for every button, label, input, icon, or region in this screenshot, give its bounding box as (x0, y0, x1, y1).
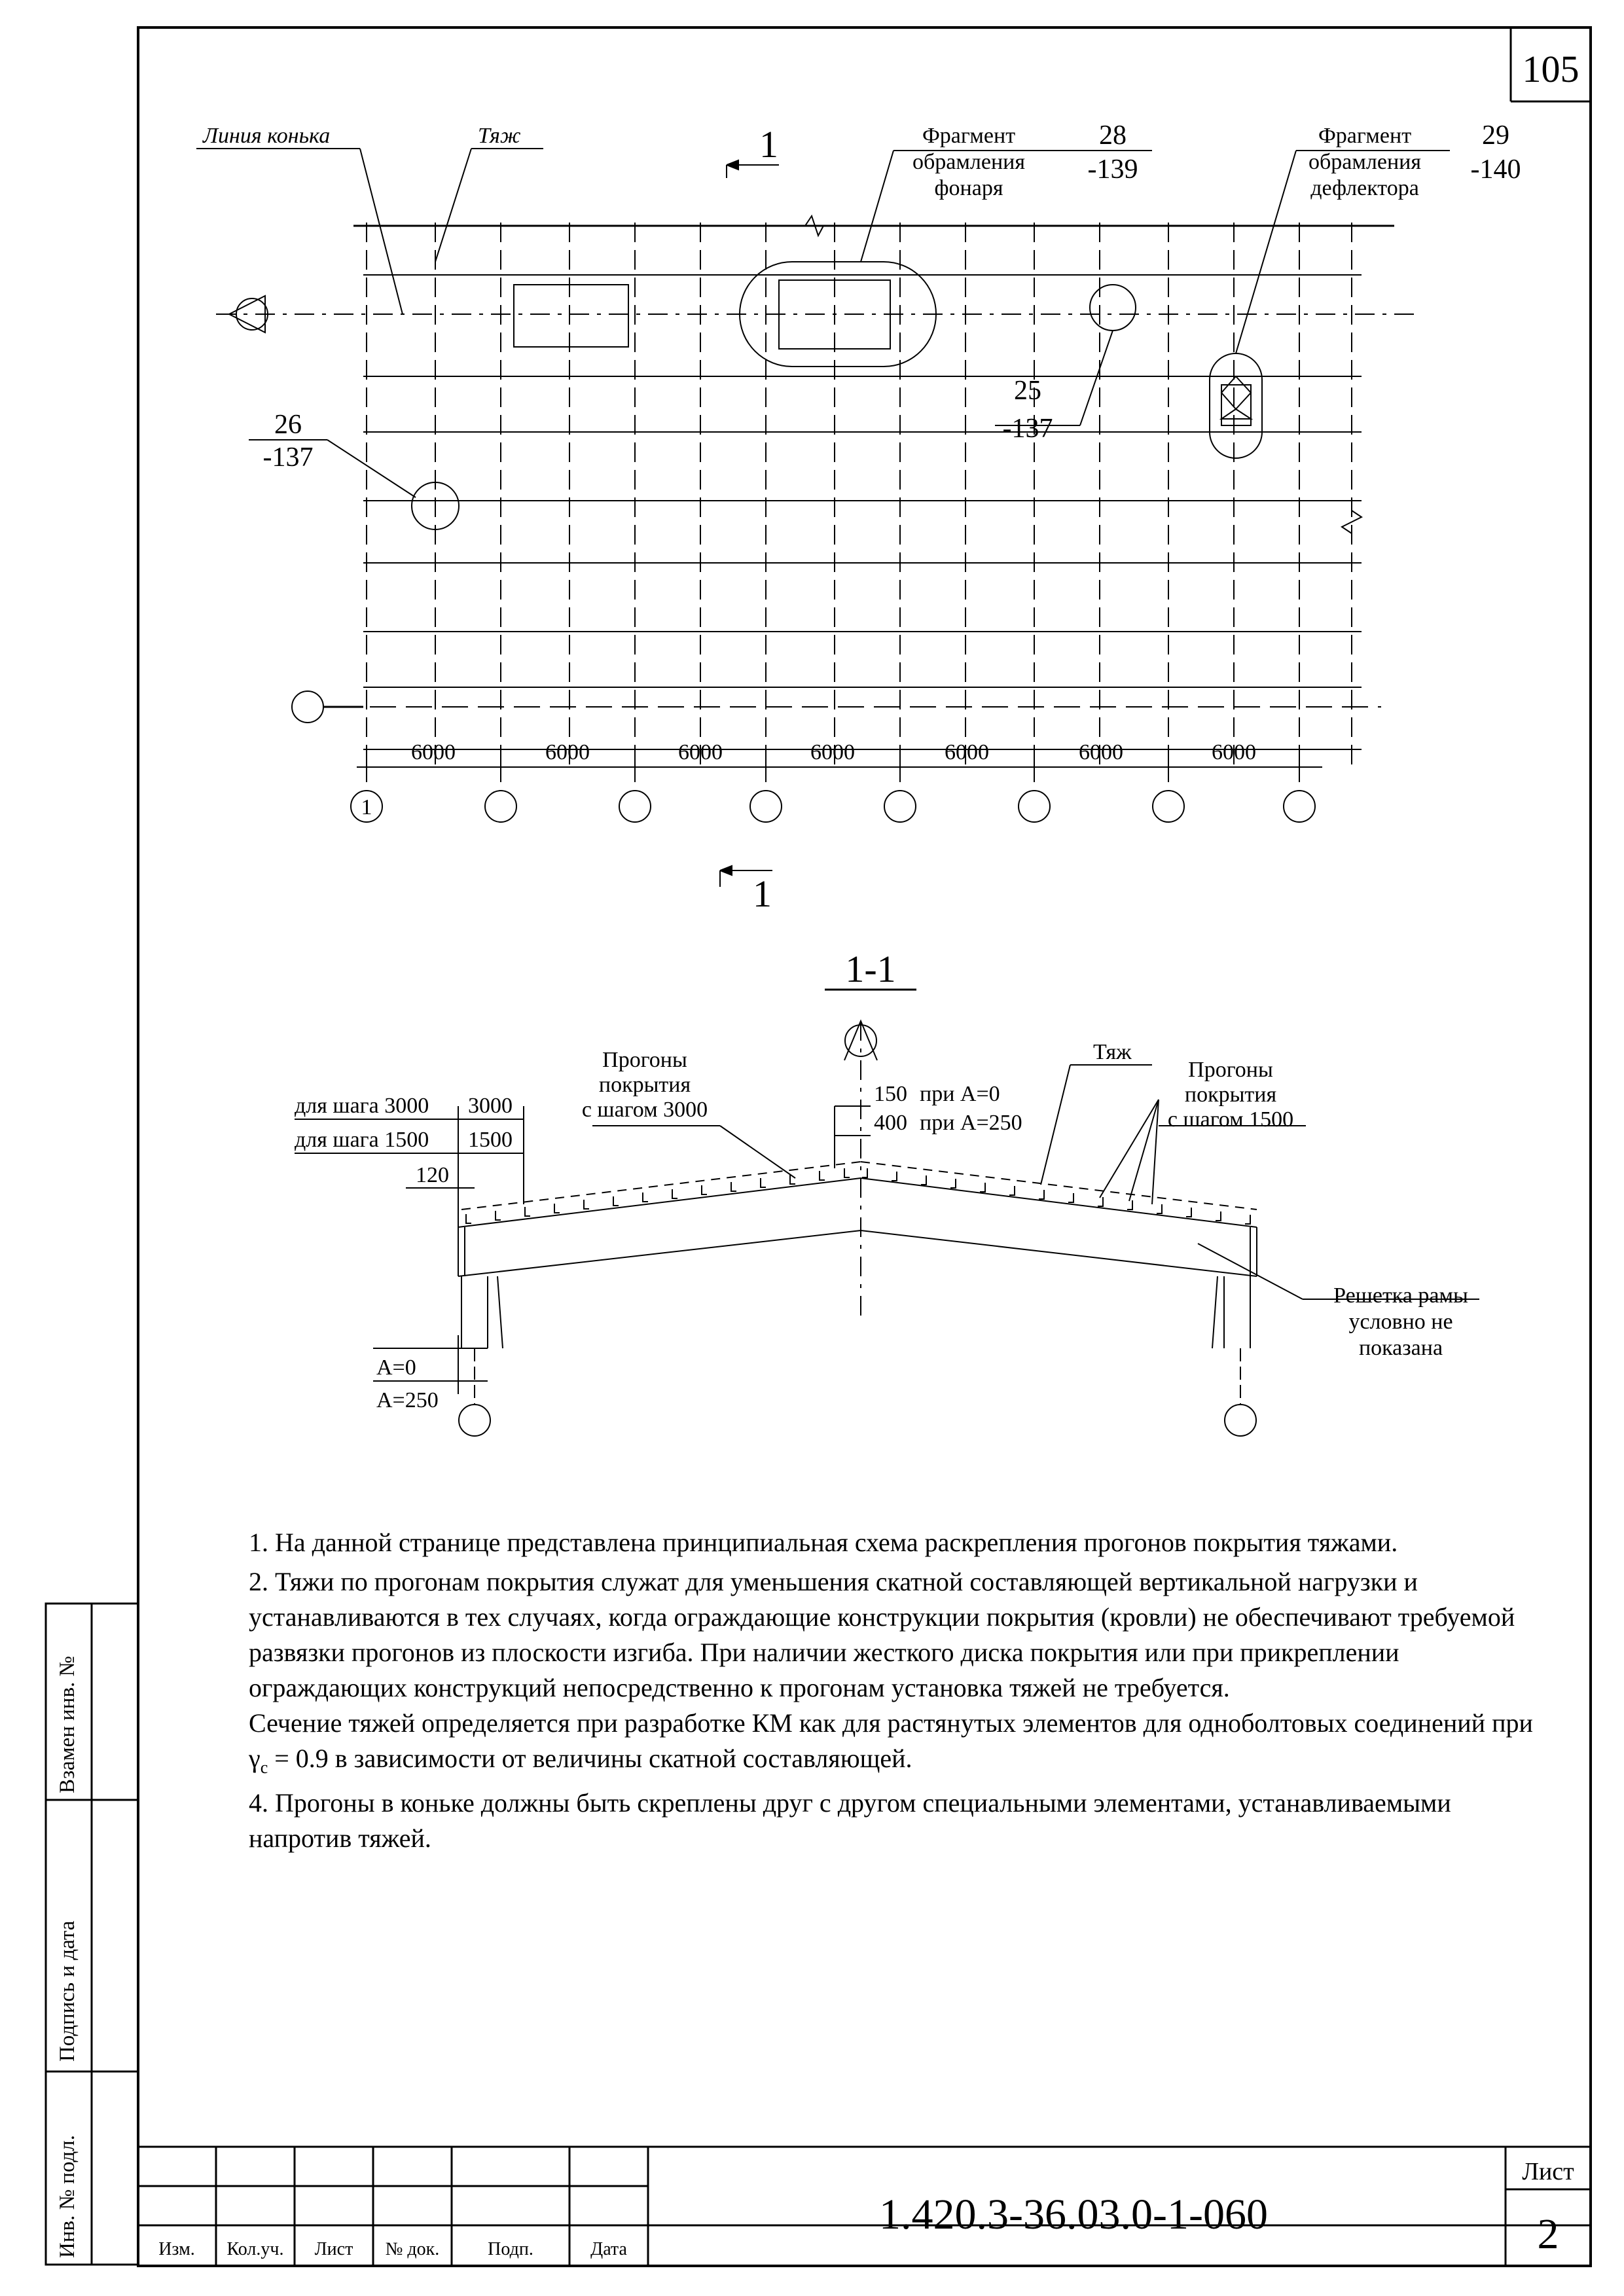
tie-label-plan: Тяж (478, 124, 521, 148)
lantern-fragment-3: фонаря (934, 176, 1003, 200)
section-mark-top: 1 (759, 123, 778, 166)
axis-label-1: 1 (361, 795, 372, 819)
opening-25-top: 25 (1014, 376, 1041, 406)
step3000-value: 3000 (468, 1094, 513, 1118)
dim-6000: 6000 (1212, 740, 1256, 764)
note-3-pre: Сечение тяжей определяется при разработке КМ как для растянутых элементов для однoболтовых соединений при γ (249, 1708, 1533, 1773)
step3000-label: для шага 3000 (295, 1094, 429, 1118)
frame-note-1: Решетка рамы (1333, 1283, 1468, 1308)
dim-6000: 6000 (810, 740, 855, 764)
stamp-inv-orig-label: Инв. № подл. (56, 2134, 79, 2258)
sheet-number: 2 (1537, 2210, 1559, 2258)
dim-6000: 6000 (678, 740, 723, 764)
deflector-ref-top: 29 (1482, 120, 1509, 151)
a0-label: А=0 (376, 1355, 416, 1380)
plan-grid (216, 216, 1420, 766)
sheet-label: Лист (1522, 2158, 1574, 2185)
purlins (466, 1168, 1250, 1224)
note-1: 1. На данной странице представлена принципиальная схема раскрепления прогонов покрытия тяжами. (249, 1528, 1398, 1557)
deflector-fragment-3: дефлектора (1310, 176, 1419, 200)
opening-25-bottom: -137 (1002, 414, 1053, 444)
tb-header: Кол.уч. (226, 2239, 284, 2259)
lantern-fragment-1: Фрагмент (922, 124, 1016, 148)
tie-label-section: Тяж (1093, 1040, 1132, 1064)
opening-26-bottom: -137 (262, 442, 314, 473)
note-4: 4. Прогоны в коньке должны быть скреплены друг с другом специальными элементами, устанавливаемыми напротив тяжей. (249, 1788, 1451, 1853)
ridge-400: 400 (874, 1111, 907, 1135)
tb-header: Лист (314, 2239, 353, 2259)
stamp-replace-label: Взамен инв. № (56, 1655, 79, 1793)
tb-header: № док. (385, 2239, 440, 2259)
dim-6000: 6000 (945, 740, 989, 764)
document-code: 1.420.3-36.03.0-1-060 (879, 2191, 1268, 2238)
section-axis-circle-left (459, 1405, 490, 1436)
ridge-400-note: при А=250 (920, 1111, 1022, 1135)
purlins-right-1: Прогоны (1188, 1058, 1273, 1082)
note-3-post: = 0.9 в зависимости от величины скатной составляющей. (268, 1744, 912, 1773)
lantern-ref-bottom: -139 (1087, 154, 1138, 185)
note-3-sub: c (260, 1758, 268, 1777)
purlins-left-3: с шагом 3000 (581, 1098, 708, 1122)
ridge-150-note: при А=0 (920, 1082, 1000, 1106)
dim-120: 120 (416, 1163, 449, 1187)
tb-header: Дата (590, 2239, 627, 2259)
ridge-line-label: Линия конька (203, 124, 331, 148)
section-axis-circle-right (1225, 1405, 1256, 1436)
step1500-value: 1500 (468, 1128, 513, 1152)
purlins-left-1: Прогоны (602, 1048, 687, 1072)
page-number: 105 (1522, 48, 1579, 90)
opening-26-top: 26 (274, 410, 302, 440)
opening-rect-left (514, 285, 628, 347)
note-2: 2. Тяжи по прогонам покрытия служат для уменьшения скатной составляющей вертикальной нагрузки и устанавливаются в тех случаях, когда ограждающие конструкции покрытия (кровли) не обеспечивают требуемой развязки прогонов из плоскости изгиба. При наличии жесткого диска покрытия или при прикреплении ограждающих конструкций непосредственно к прогонам установка тяжей не требуется. (249, 1567, 1515, 1702)
frame-note-2: условно не (1348, 1310, 1453, 1334)
step1500-label: для шага 1500 (295, 1128, 429, 1152)
deflector-ref-bottom: -140 (1470, 154, 1521, 185)
note-3 (249, 1706, 1551, 1785)
section-mark-bottom: 1 (753, 872, 772, 915)
lantern-ref-top: 28 (1099, 120, 1127, 151)
notes-block (249, 1525, 1551, 1856)
stamp-sign-date-label: Подпись и дата (56, 1920, 79, 2062)
frame-note-3: показана (1358, 1336, 1443, 1360)
deflector-outline (1210, 353, 1262, 458)
ridge-150: 150 (874, 1082, 907, 1106)
axis-circle-row (292, 691, 323, 723)
a250-label: А=250 (376, 1388, 439, 1412)
dim-6000: 6000 (1079, 740, 1123, 764)
section-frame (295, 990, 1479, 1404)
deflector-fragment-1: Фрагмент (1318, 124, 1412, 148)
purlins-left-2: покрытия (598, 1073, 691, 1097)
deflector-fragment-2: обрамления (1308, 150, 1421, 174)
title-block (138, 2147, 1591, 2265)
purlins-right-3: с шагом 1500 (1167, 1107, 1294, 1132)
dim-6000: 6000 (411, 740, 456, 764)
tb-header: Подп. (488, 2239, 533, 2259)
axis-circles (351, 791, 1315, 822)
section-title: 1-1 (845, 948, 896, 990)
tb-header: Изм. (158, 2239, 195, 2259)
lantern-fragment-2: обрамления (912, 150, 1025, 174)
dim-6000: 6000 (545, 740, 590, 764)
opening-circle-25 (1090, 285, 1136, 331)
purlins-right-2: покрытия (1184, 1083, 1277, 1107)
